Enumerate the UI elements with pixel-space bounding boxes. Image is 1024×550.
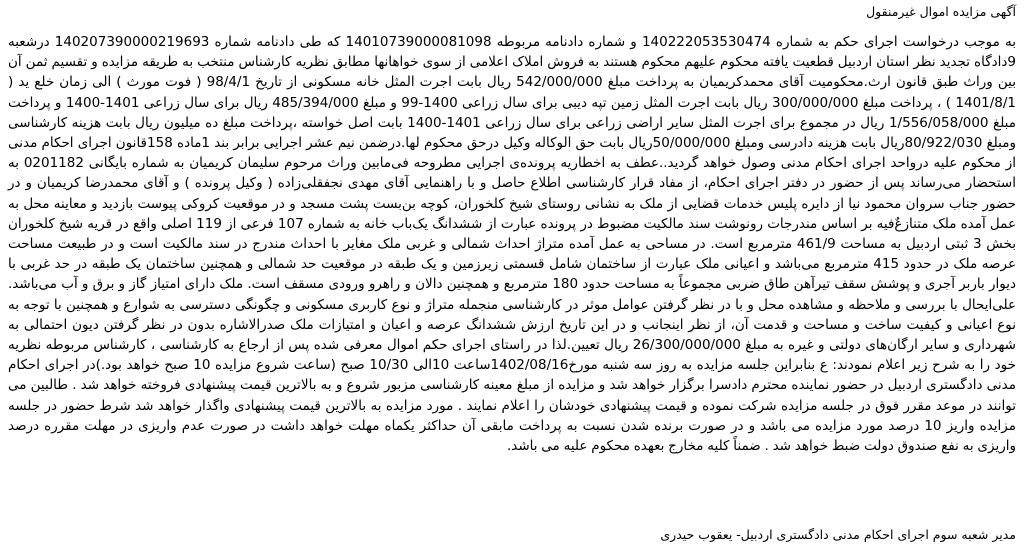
notice-title: آگهی مزایده اموال غیرمنقول bbox=[866, 4, 1016, 19]
notice-signature: مدیر شعبه سوم اجرای احکام مدنی دادگستری اردبیل- یعقوب حیدری bbox=[660, 527, 1016, 542]
notice-body: به موجب درخواست اجرای حکم به شماره 140222053530474 و شماره دادنامه مربوطه 14010739000081098 كه طی دادنامه شماره 140207390000219693 درشعبه 9دادگاه تجدید نظر استان اردبیل قطعیت یافته محکوم علیهم محکوم هستند به فروش املاک اعلامی از سوی خواهانها مطابق نظریه کارشناس منتخب به طریقه مزایده و تقسیم ثمن آن بین وراث طبق قانون ارث.محکومیت آقای محمدکریمیان به پرداخت مبلغ 542/000/000 ریال بابت اجرت المثل خانه مسکونی از تاریخ 98/4/1 ( فوت مورث ) الی زمان خلع ید ( 1401/8/1 ) ، پرداخت مبلغ 300/000/000 ریال بابت اجرت المثل زمین تپه دیبی برای سال زراعی 1400-99 و مبلغ 485/394/000 ریال برای سال زراعی 1401-1400 و پرداخت مبلغ 1/556/058/000 ریال در مجموع برای اجرت المثل سایر اراضی زراعی برای سال زراعی 1401-1400 بابت اصل خواسته ،پرداخت مبلغ ده میلیون ریال بابت هزینه کارشناسی ومبلغ 80/922/030ریال بابت هزینه دادرسی ومبلغ 50/000/000ریال بابت حق الوكاله وكيل درحق محکوم لها.درضمن نیم عشر اجرایی برابر بند 1ماده 158قانون اجرای احکام مدنی از محکوم علیه درواحد اجرای احکام مدنی وصول خواهد گردید..عطف به اخطاریه پرونده‌ی اجرایی مطروحه فی‌مابین وراث مرحوم سلیمان کریمیان به شماره بایگانی 0201182 به استحضار می‌رساند پس از حضور در دفتر اجرای احکام، از مفاد قرار کارشناسی اطلاع حاصل و با راهنمایی آقای مهدی نجفقلی‌زاده ( وکیل پرونده ) و آقای محمدرضا کریمیان و در حضور جناب سروان محمود نیا از دایره پلیس خدمات قضایی از ملک به نشانی روستای شیخ کلخوران، کوچه بن‌بست پشت مسجد و در موقعیت کروکی پیوست بازدید و معاینه محل به عمل آمده ملک متنازعٌ‌فیه بر اساس مندرجات رونوشت سند مالکیت مضبوط در پرونده عبارت از ششدانگ یک‌باب خانه به شماره 107 فرعی از 119 اصلی واقع در قریه شیخ کلخوران بخش 3 ثبتی اردبیل به مساحت 461/9 مترمربع است. در مساحی به عمل آمده متراژ احداث شمالی و غربی ملک مغایر با احداث مندرج در سند مالکیت است و در طبیعت مساحت عرصه ملک در حدود 415 مترمربع می‌باشد و اعیانی ملک عبارت از ساختمان شامل قسمتی زیرزمین و یک طبقه در موقعیت حد شمالی و همچنین ساختمان یک طبقه در حد غربی با دیوار باربر آجری و پوشش سقف تیرآهن طاق ضربی مجموعاً به مساحت حدود 180 مترمربع و همچنین دالان و راهرو ورودی مسقف است. ملک دارای امتیاز گاز و برق و آب می‌باشد. علی‌ایحال با بررسی و ملاحظه و مشاهده محل و با در نظر گرفتن عوامل موثر در کارشناسی منجمله متراژ و نوع کاربری مسکونی و چگونگی دسترسی به شوارع و همچنین با توجه به نوع اعیانی و کیفیت ساخت و مساحت و قدمت آن، از نظر اینجانب و در این تاریخ ارزش ششدانگ عرصه و اعیان و امتیازات ملک صدرالاشاره بدون در نظر گرفتن دیون احتمالی به شهرداری و سایر ارگان‌های دولتی و غیره به مبلغ 26/300/000/000 ریال تعیین.لذا در راستای اجرای حکم اموال معرفی شده پس از ارجاع به کارشناسی ، کارشناس مربوطه نظریه خود را به شرح زیر اعلام نمودند: ع بنابراین جلسه مزایده به روز سه شنبه مورخ1402/08/16ساعت 10الی 10/30 صبح (ساعت شروع مزایده 10 صبح خواهد بود.)در اجرای احکام مدنی دادگستری اردبیل در حضور نماینده محترم دادسرا برگزار خواهد شد و مزایده از مبلغ معینه کارشناسی مزبور شروع و به بالاترین قیمت پیشنهادی فروخته خواهد شد . طالبین می توانند در موعد مقرر فوق در جلسه مزایده شرکت نموده و قیمت پیشنهادی خودشان را اعلام نمایند . مورد مزایده به بالاترین قیمت پیشنهادی واگذار خواهد شد شرط حضور در جلسه مزایده واریز 10 درصد مورد مزایده می باشد و در صورت برنده شدن نسبت به پرداخت مابقی آن حداکثر یکماه مهلت خواهد داشت در صورت عدم واریزی در مهلت مقرره درصد واریزی به نفع صندوق دولت ضبط خواهد شد . ضمناً کلیه مخارج بعهده محکوم علیه می باشد. bbox=[8, 34, 1017, 455]
